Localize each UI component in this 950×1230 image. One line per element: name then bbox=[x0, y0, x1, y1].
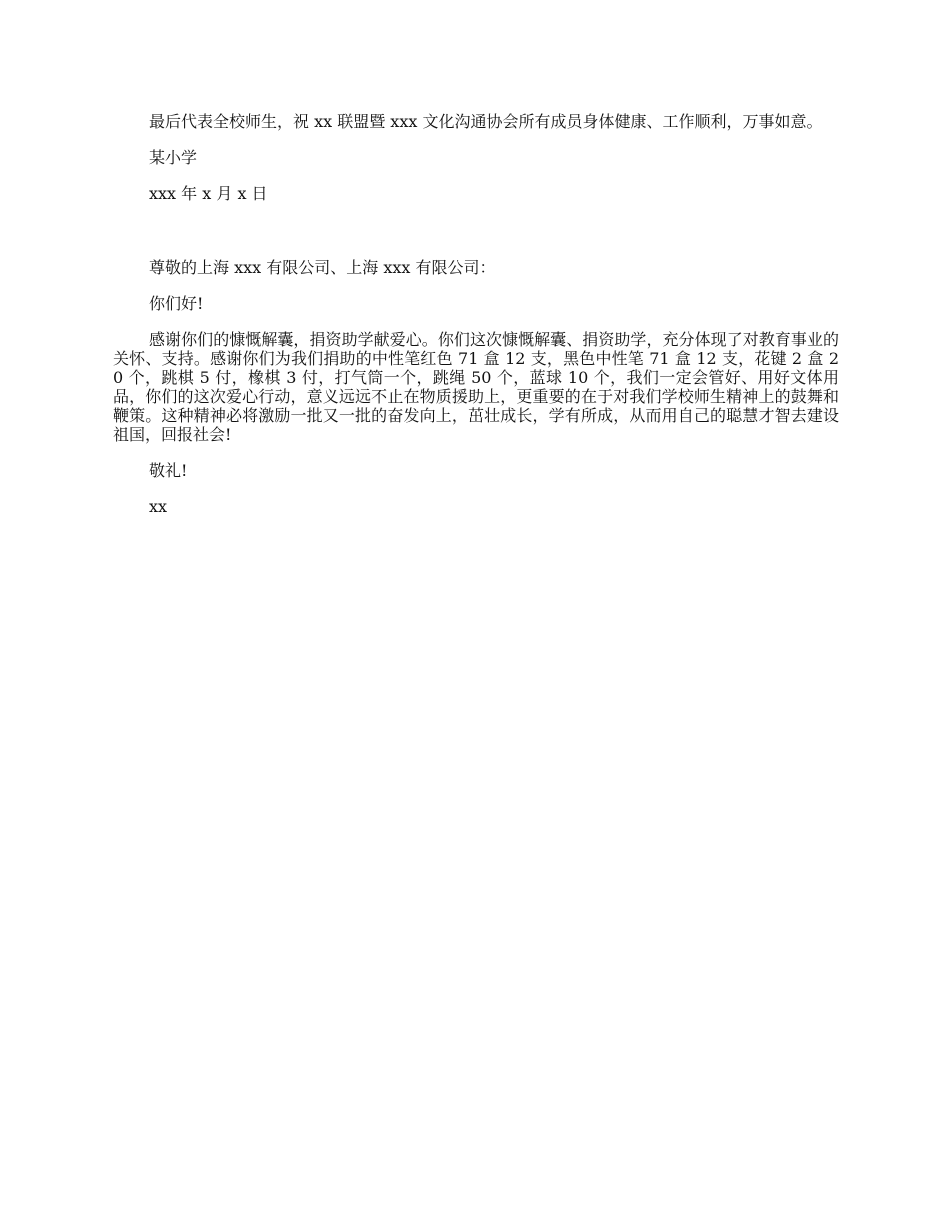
salutation: 尊敬的上海 xxx 有限公司、上海 xxx 有限公司： bbox=[149, 258, 496, 277]
greeting: 你们好! bbox=[149, 294, 204, 313]
section-divider-space bbox=[113, 220, 839, 258]
regards: 敬礼! bbox=[149, 461, 188, 480]
letter-date: xxx 年 x 月 x 日 bbox=[149, 184, 268, 203]
thanks-body-paragraph: 感谢你们的慷慨解囊，捐资助学献爱心。你们这次慷慨解囊、捐资助学，充分体现了对教育事业的关怀、支持。感谢你们为我们捐助的中性笔红色 71 盒 12 支，黑色中性笔 71 盒 12 支，花键 2 盒 20 个，跳棋 5 付，橡棋 3 付，打气筒一个，跳绳 50 个，蓝球 10 个，我们一定会管好、用好文体用品，你们的这次爱心行动，意义远远不止在物质援助上，更重要的在于对我们学校师生精神上的鼓舞和鞭策。这种精神必将激励一批又一批的奋发向上，茁壮成长，学有所成，从而用自己的聪慧才智去建设祖国，回报社会! bbox=[113, 330, 839, 444]
closing-wish-paragraph: 最后代表全校师生，祝 xx 联盟暨 xxx 文化沟通协会所有成员身体健康、工作顺利，万事如意。 bbox=[149, 112, 823, 131]
sender-signature: xx bbox=[149, 497, 168, 516]
school-signature: 某小学 bbox=[149, 148, 198, 167]
document-content bbox=[113, 112, 839, 533]
